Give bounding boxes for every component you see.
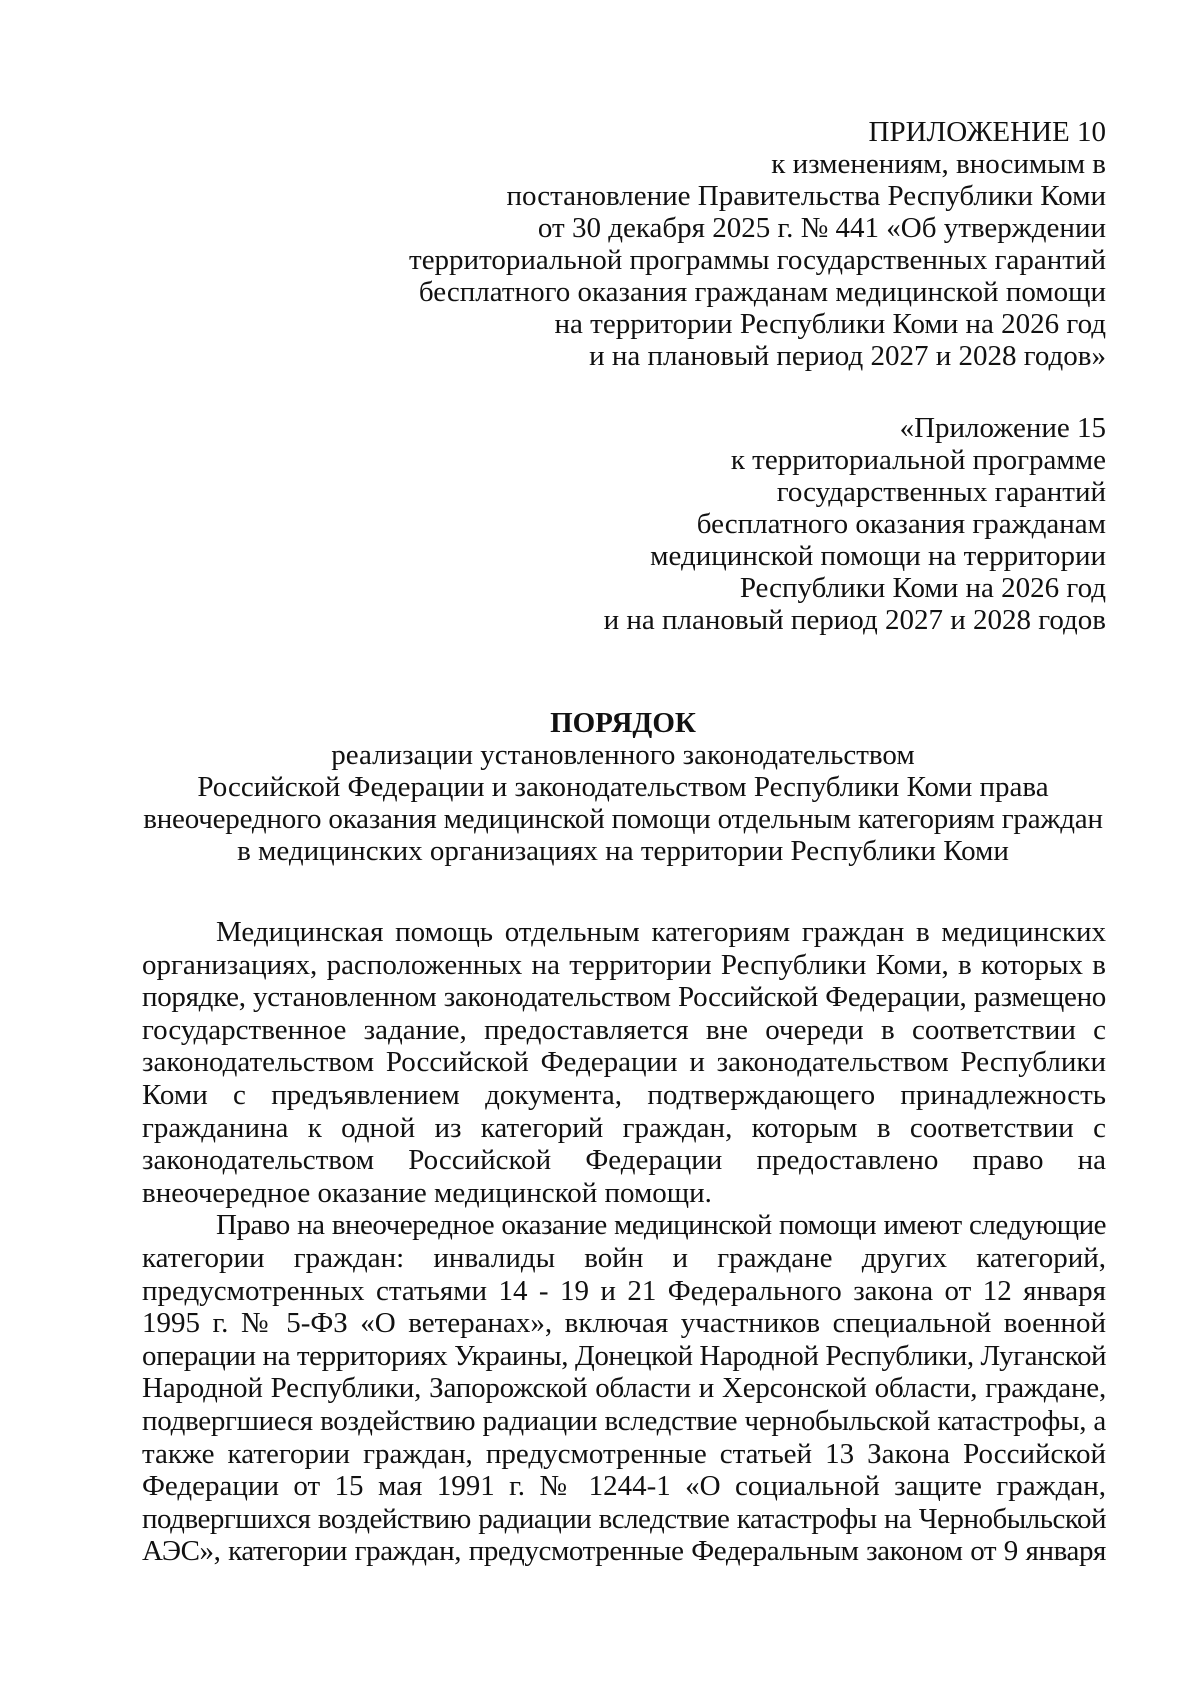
body-line: 1995 г. № 5-ФЗ «О ветеранах», включая участников специальной военной	[142, 1307, 1106, 1340]
body-line: подвергшиеся воздействию радиации вследствие чернобыльской катастрофы, а	[142, 1404, 1106, 1437]
paragraph-2	[142, 1209, 1106, 1568]
body-line: гражданина к одной из категорий граждан, которым в соответствии с	[142, 1111, 1106, 1144]
appendix-15-line: и на плановый период 2027 и 2028 годов	[603, 604, 1106, 636]
body-line: также категории граждан, предусмотренные статьей 13 Закона Российской	[142, 1437, 1106, 1470]
title-line: в медицинских организациях на территории Республики Коми	[237, 835, 1009, 867]
body-line: предусмотренных статьями 14 - 19 и 21 Федерального закона от 12 января	[142, 1274, 1106, 1307]
appendix-15-line: государственных гарантий	[776, 476, 1106, 508]
appendix-10-header	[409, 116, 1106, 372]
body-line: внеочередное оказание медицинской помощи.	[142, 1176, 712, 1209]
title-line: внеочередного оказания медицинской помощи отдельным категориям граждан	[143, 803, 1103, 835]
body-line: законодательством Российской Федерации предоставлено право на	[142, 1144, 1106, 1177]
appendix-10-line: к изменениям, вносимым в	[771, 148, 1106, 180]
body-line: порядке, установленном законодательством Российской Федерации, размещено	[142, 981, 1106, 1014]
body-line: АЭС», категории граждан, предусмотренные Федеральным законом от 9 января	[142, 1535, 1106, 1568]
body-line: государственное задание, предоставляется вне очереди в соответствии с	[142, 1013, 1106, 1046]
paragraph-1	[142, 916, 1106, 1209]
body-line: операции на территориях Украины, Донецкой Народной Республики, Луганской	[142, 1339, 1107, 1372]
body-line: Коми с предъявлением документа, подтверждающего принадлежность	[142, 1078, 1106, 1111]
appendix-15-header	[604, 412, 1106, 636]
body-line: Федерации от 15 мая 1991 г. № 1244-1 «О социальной защите граждан,	[142, 1470, 1106, 1503]
body-line: Народной Республики, Запорожской области и Херсонской области, граждане,	[142, 1372, 1106, 1405]
appendix-15-line: бесплатного оказания гражданам	[696, 508, 1106, 540]
appendix-15-line: «Приложение 15	[899, 412, 1106, 444]
body-line: законодательством Российской Федерации и законодательством Республики	[142, 1046, 1106, 1079]
appendix-10-line: территориальной программы государственных гарантий	[409, 244, 1106, 276]
body-line: Медицинская помощь отдельным категориям граждан в медицинских	[216, 916, 1106, 948]
appendix-10-line: бесплатного оказания гражданам медицинской помощи	[418, 276, 1106, 308]
title-line: реализации установленного законодательством	[331, 739, 915, 771]
appendix-15-line: медицинской помощи на территории	[650, 540, 1106, 572]
body-line: подвергшихся воздействию радиации вследствие катастрофы на Чернобыльской	[142, 1502, 1106, 1535]
body-line: организациях, расположенных на территории Республики Коми, в которых в	[142, 948, 1106, 981]
appendix-15-line: к территориальной программе	[730, 444, 1106, 476]
appendix-10-line: на территории Республики Коми на 2026 год	[554, 308, 1106, 340]
title-line: Российской Федерации и законодательством Республики Коми права	[197, 771, 1049, 803]
appendix-10-line: и на плановый период 2027 и 2028 годов»	[589, 340, 1106, 372]
appendix-10-line: постановление Правительства Республики Коми	[506, 180, 1106, 212]
body-line: Право на внеочередное оказание медицинской помощи имеют следующие	[216, 1209, 1106, 1242]
appendix-10-line: от 30 декабря 2025 г. № 441 «Об утверждении	[537, 212, 1106, 244]
appendix-15-line: Республики Коми на 2026 год	[739, 572, 1106, 604]
title-heading: ПОРЯДОК	[550, 707, 696, 739]
document-title	[140, 707, 1106, 867]
document-body	[142, 916, 1106, 1568]
appendix-10-line: ПРИЛОЖЕНИЕ 10	[868, 116, 1106, 148]
body-line: категории граждан: инвалиды войн и граждане других категорий,	[142, 1241, 1106, 1274]
